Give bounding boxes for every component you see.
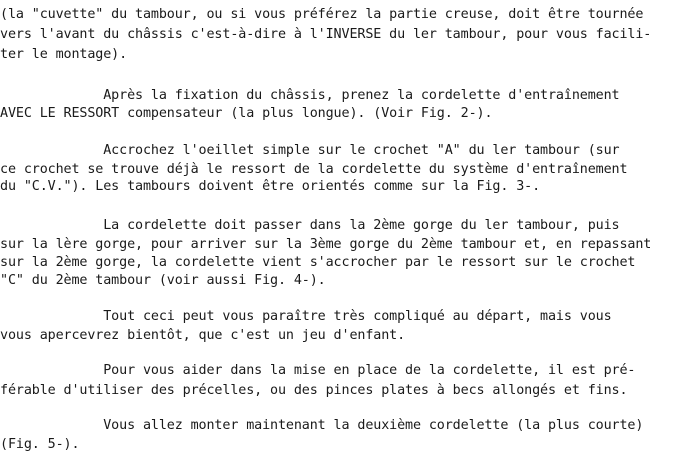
- paragraph-7-line-1: Vous allez monter maintenant la deuxième cordelette (la plus courte): [0, 418, 644, 433]
- paragraph-4-line-1: La cordelette doit passer dans la 2ème gorge du ler tambour, puis: [0, 218, 620, 233]
- paragraph-6-line-2: férable d'utiliser des précelles, ou des pinces plates à becs allongés et fins.: [0, 383, 628, 398]
- paragraph-6-line-1: Pour vous aider dans la mise en place de la cordelette, il est pré-: [0, 363, 636, 378]
- paragraph-3-line-1: Accrochez l'oeillet simple sur le crochet "A" du ler tambour (sur: [0, 143, 620, 158]
- paragraph-5-line-1: Tout ceci peut vous paraître très compliqué au départ, mais vous: [0, 309, 612, 324]
- paragraph-1-line-1: (la "cuvette" du tambour, ou si vous préférez la partie creuse, doit être tournée: [0, 7, 644, 22]
- paragraph-4-line-2: sur la lère gorge, pour arriver sur la 3ème gorge du 2ème tambour et, en repassant: [0, 237, 652, 252]
- paragraph-3-line-2: ce crochet se trouve déjà le ressort de la cordelette du système d'entraînement: [0, 162, 628, 177]
- paragraph-3-line-3: du "C.V."). Les tambours doivent être orientés comme sur la Fig. 3-.: [0, 179, 541, 194]
- paragraph-1-line-3: ter le montage).: [0, 47, 128, 62]
- paragraph-1-line-2: vers l'avant du châssis c'est-à-dire à l'INVERSE du ler tambour, pour vous facili-: [0, 27, 652, 42]
- paragraph-4-line-3: sur la 2ème gorge, la cordelette vient s'accrocher par le ressort sur le crochet: [0, 255, 636, 270]
- paragraph-7-line-2: (Fig. 5-).: [0, 437, 80, 452]
- paragraph-4-line-4: "C" du 2ème tambour (voir aussi Fig. 4-).: [0, 273, 326, 288]
- paragraph-5-line-2: vous apercevrez bientôt, que c'est un jeu d'enfant.: [0, 328, 406, 343]
- paragraph-2-line-1: Après la fixation du châssis, prenez la cordelette d'entraînement: [0, 88, 620, 103]
- paragraph-2-line-2: AVEC LE RESSORT compensateur (la plus longue). (Voir Fig. 2-).: [0, 106, 493, 121]
